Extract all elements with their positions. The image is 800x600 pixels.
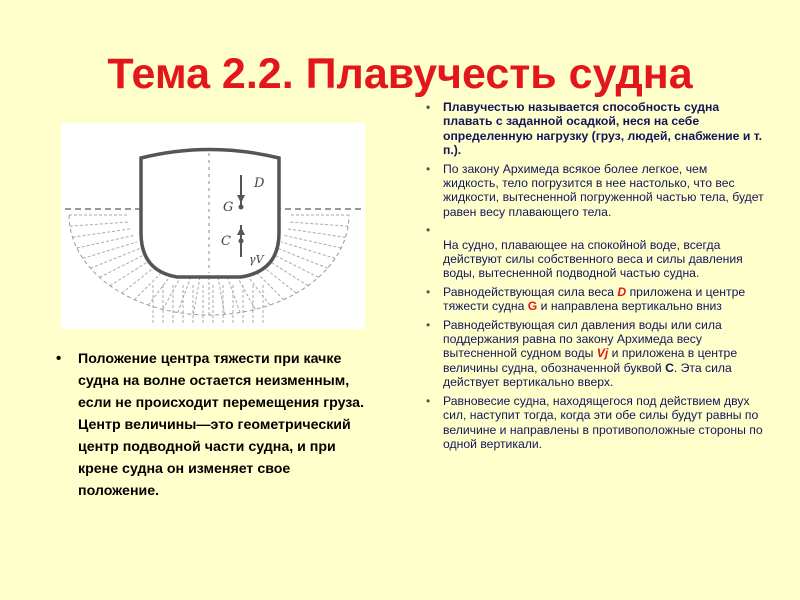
left-bullet: • Положение центра тяжести при качке судна на волне остается неизменным, если не происходит перемещения груза. Центр величины—это геометрический центр подводной части судна, и при крене судна он изменяет свое положение. bbox=[56, 348, 366, 502]
pressure-ray bbox=[288, 222, 348, 226]
symbol-vj: Vj bbox=[596, 346, 609, 361]
pressure-ray bbox=[70, 222, 130, 226]
symbol-g: G bbox=[527, 299, 538, 314]
pressure-ray bbox=[73, 229, 131, 237]
bullet-forces bbox=[426, 223, 766, 281]
bullet-weight bbox=[426, 285, 766, 314]
pressure-ray bbox=[110, 259, 152, 286]
buoyancy-diagram-svg bbox=[61, 123, 365, 329]
pressure-ray bbox=[272, 254, 319, 278]
bullet-equilibrium: • Равновесие судна, находящегося под действием двух сил, наступит тогда, когда эти обе силы будут равны по величине и направлены в противоположные стороны по одной вертикали. bbox=[426, 394, 766, 452]
bullet-buoyancy bbox=[426, 318, 766, 390]
label-c: C bbox=[221, 234, 231, 249]
label-v: γV bbox=[249, 253, 264, 266]
buoyancy-diagram bbox=[61, 123, 365, 329]
label-g: G bbox=[223, 200, 234, 215]
pressure-ray bbox=[281, 242, 335, 258]
bullet-buoyancy-text-3: . Эта сила действует вертикально вверх. bbox=[443, 360, 732, 390]
blank-line bbox=[443, 223, 766, 237]
pressure-ray bbox=[218, 277, 225, 315]
slide-title: Тема 2.2. Плавучесть судна bbox=[107, 50, 693, 98]
pressure-ray bbox=[193, 277, 200, 315]
pressure-ray bbox=[287, 229, 345, 237]
g-point bbox=[239, 205, 244, 210]
pressure-ray bbox=[77, 235, 134, 248]
pressure-ray bbox=[178, 275, 191, 312]
left-description bbox=[56, 348, 366, 502]
symbol-d: D bbox=[617, 284, 627, 299]
pressure-ray bbox=[100, 254, 147, 278]
bullet-weight-text-2: приложена и центре тяжести судна bbox=[443, 284, 746, 314]
bullet-archimedes: • По закону Архимеда всякое более легкое, чем жидкость, тело погрузится в нее настолько, что вес жидкости, вытесненной погруженной частью тела, будет равен весу плавающего тела. bbox=[426, 162, 766, 220]
pressure-ray bbox=[277, 248, 328, 268]
bullet-buoyancy-text-2: и приложена в центре величины судна, обозначенной буквой bbox=[443, 346, 738, 375]
bullet-weight-text-3: и направлена вертикально вниз bbox=[537, 299, 722, 314]
bullet-forces-text: На судно, плавающее на спокойной воде, всегда действуют силы собственного веса и силы давления воды, вытесненной подводной частью судна. bbox=[443, 237, 743, 281]
c-point bbox=[239, 239, 244, 244]
symbol-c: С bbox=[665, 360, 674, 375]
pressure-ray bbox=[83, 242, 137, 258]
bullet-definition: • Плавучестью называется способность судна плавать с заданной осадкой, неся на себе определенную нагрузку (груз, людей, снабжение и т. п.). bbox=[426, 100, 766, 158]
pressure-ray bbox=[90, 248, 141, 268]
label-d: D bbox=[254, 176, 265, 191]
right-bullet-list bbox=[426, 100, 766, 455]
bullet-buoyancy-text-1: Равнодействующая сил давления воды или сила поддержания равна по закону Архимеда весу вытесненной судном воды bbox=[443, 317, 722, 361]
pressure-ray bbox=[285, 235, 342, 248]
bullet-weight-text-1: Равнодействующая сила веса bbox=[443, 284, 618, 299]
pressure-ray bbox=[235, 274, 255, 310]
